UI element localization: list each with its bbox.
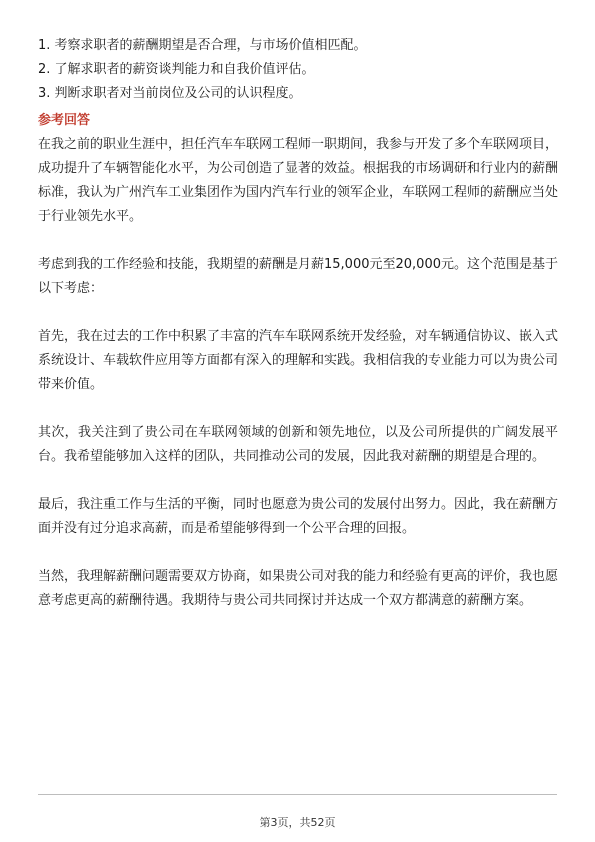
page-number: 第3页，共52页 — [259, 816, 336, 829]
answer-paragraph-4: 其次，我关注到了贵公司在车联网领域的创新和领先地位，以及公司所提供的广阔发展平台。我希望能够加入这样的团队，共同推动公司的发展，因此我对薪酬的期望是合理的。 — [38, 425, 558, 464]
question-item-3: 3. 判断求职者对当前岗位及公司的认识程度。 — [38, 86, 302, 101]
page-content — [38, 34, 558, 613]
question-item-2: 2. 了解求职者的薪资谈判能力和自我价值评估。 — [38, 62, 315, 77]
answer-paragraph-5: 最后，我注重工作与生活的平衡，同时也愿意为贵公司的发展付出努力。因此，我在薪酬方面并没有过分追求高薪，而是希望能够得到一个公平合理的回报。 — [38, 497, 559, 536]
answer-paragraph-1: 在我之前的职业生涯中，担任汽车车联网工程师一职期间，我参与开发了多个车联网项目，成功提升了车辆智能化水平，为公司创造了显著的效益。根据我的市场调研和行业内的薪酬标准，我认为广州汽车工业集团作为国内汽车行业的领军企业，车联网工程师的薪酬应当处于行业领先水平。 — [38, 137, 559, 224]
question-item-1: 1. 考察求职者的薪酬期望是否合理，与市场价值相匹配。 — [38, 38, 367, 53]
footer-divider — [38, 794, 557, 795]
answer-paragraph-3: 首先，我在过去的工作中积累了丰富的汽车车联网系统开发经验，对车辆通信协议、嵌入式系统设计、车载软件应用等方面都有深入的理解和实践。我相信我的专业能力可以为贵公司带来价值。 — [38, 329, 559, 392]
answer-paragraph-6: 当然，我理解薪酬问题需要双方协商，如果贵公司对我的能力和经验有更高的评价，我也愿意考虑更高的薪酬待遇。我期待与贵公司共同探讨并达成一个双方都满意的薪酬方案。 — [38, 569, 559, 608]
answer-paragraph-2: 考虑到我的工作经验和技能，我期望的薪酬是月薪15,000元至20,000元。这个范围是基于以下考虑： — [38, 257, 558, 296]
answer-title: 参考回答 — [38, 113, 91, 128]
